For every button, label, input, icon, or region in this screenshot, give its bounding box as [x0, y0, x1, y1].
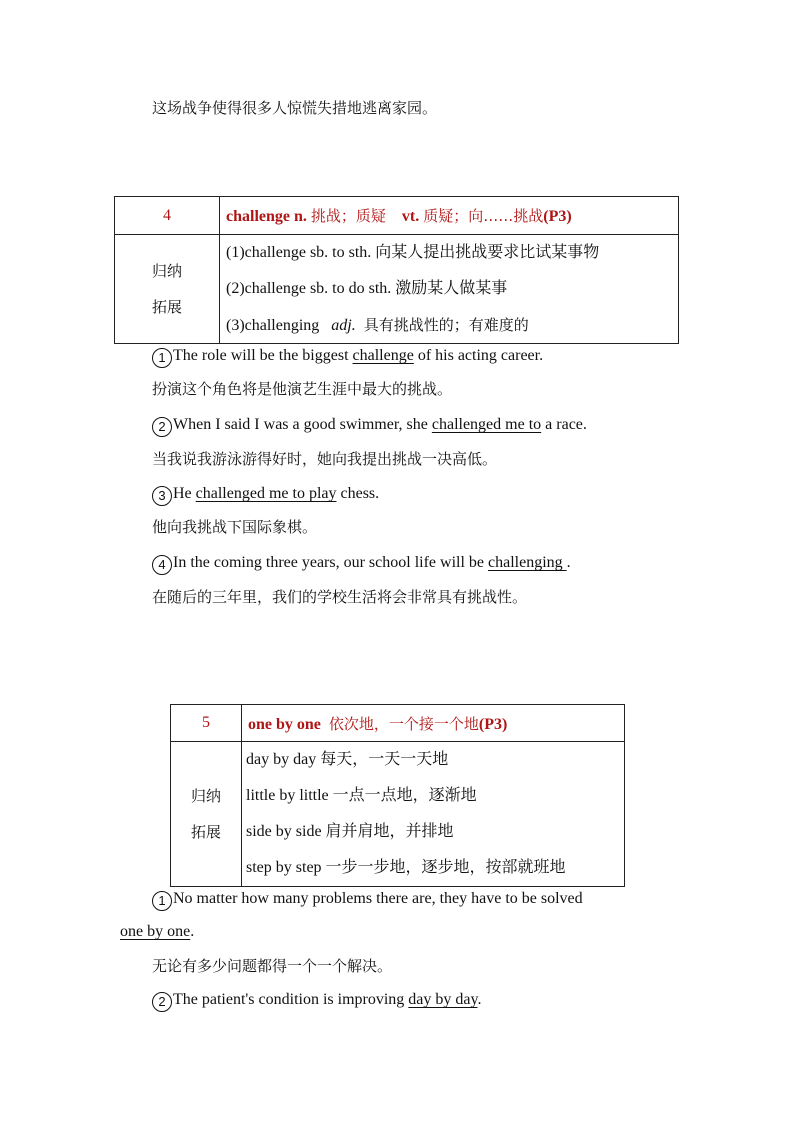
entry-4-example-2-cn: 当我说我游泳游得好时，她向我提出挑战一决高低。 [152, 450, 498, 468]
entry-4-item-3-cn: 具有挑战性的；有难度的 [363, 316, 529, 334]
entry-4-example-1-cn: 扮演这个角色将是他演艺生涯中最大的挑战。 [152, 380, 453, 398]
example-answer: day by day [408, 991, 478, 1008]
example-answer: challenged me to play [195, 485, 337, 502]
entry-4-pos2: vt. [401, 208, 420, 225]
entry-4-example-2 [152, 414, 587, 437]
entry-4-meaning2: 质疑；向……挑战 [423, 207, 544, 225]
entry-4-example-3-cn: 他向我挑战下国际象棋。 [152, 518, 318, 536]
entry-4-example-3 [152, 483, 379, 506]
entry-5-meaning: 依次地，一个接一个地 [328, 714, 479, 733]
example-number: 3 [152, 486, 172, 506]
example-text-after: of his acting career. [413, 347, 544, 364]
example-answer: challenged me to [431, 416, 542, 433]
example-answer: one by one [120, 923, 191, 940]
example-text: He [173, 485, 196, 502]
example-text: The role will be the biggest [173, 347, 353, 364]
entry-4-item-3 [226, 307, 672, 343]
entry-5-headword [242, 705, 625, 742]
entry-4-item-3-word: (3)challenging [226, 317, 320, 334]
example-number: 4 [152, 555, 172, 575]
example-text: The patient's condition is improving [173, 991, 409, 1008]
entry-4-item-3-pos: adj. [331, 317, 356, 334]
entry-4-item-2: (2)challenge sb. to do sth. 激励某人做某事 [226, 280, 508, 297]
entry-4-example-4-cn: 在随后的三年里，我们的学校生活将会非常具有挑战性。 [152, 588, 528, 606]
entry-5-example-1-cont [120, 921, 194, 943]
entry-4-example-4 [152, 552, 571, 575]
example-answer: challenge [352, 347, 414, 364]
intro-sentence: 这场战争使得很多人惊慌失措地逃离家园。 [152, 99, 438, 117]
example-text-after: . [477, 991, 482, 1008]
entry-4-headword [220, 197, 679, 235]
example-number: 2 [152, 417, 172, 437]
entry-4-meaning1: 挑战；质疑 [310, 207, 386, 225]
example-text-after: . [190, 923, 195, 940]
entry-5-label [171, 742, 242, 887]
entry-4-items [220, 235, 679, 344]
entry-5-number: 5 [171, 705, 242, 742]
entry-4-label [115, 235, 220, 344]
entry-5-phrase: one by one [248, 715, 321, 733]
entry-5-label-line2: 拓展 [190, 823, 221, 841]
example-text-after: a race. [541, 416, 587, 433]
example-number: 1 [152, 891, 172, 911]
example-text: In the coming three years, our school life will be [173, 554, 489, 571]
entry-5-label-line1: 归纳 [190, 787, 221, 805]
entry-4-label-line1: 归纳 [151, 262, 182, 280]
entry-5-example-2 [152, 989, 481, 1012]
entry-5-item-1: day by day 每天，一天一天地 [246, 751, 449, 768]
entry-4-label-line2: 拓展 [151, 298, 182, 316]
entry-4-item-1: (1)challenge sb. to sth. 向某人提出挑战要求比试某事物 [226, 244, 600, 261]
example-text-after: chess. [336, 485, 380, 502]
example-number: 2 [152, 992, 172, 1012]
entry-5-page-ref: (P3) [478, 715, 508, 733]
entry-5-item-2: little by little 一点一点地，逐渐地 [246, 787, 477, 804]
example-number: 1 [152, 348, 172, 368]
entry-5-items [242, 742, 625, 887]
entry-5-item-4: step by step 一步一步地，逐步地，按部就班地 [246, 859, 566, 876]
entry-5-table [170, 704, 625, 887]
example-text: When I said I was a good swimmer, she [173, 416, 432, 433]
entry-5-item-3: side by side 肩并肩地，并排地 [246, 823, 454, 840]
entry-5-example-1-cn: 无论有多少问题都得一个一个解决。 [152, 957, 393, 975]
entry-4-word: challenge n. [226, 208, 307, 225]
entry-5-example-1 [152, 888, 583, 911]
example-text: No matter how many problems there are, they have to be solved [173, 890, 583, 907]
entry-4-number: 4 [115, 197, 220, 235]
entry-4-table [114, 196, 679, 344]
example-answer: challenging [488, 554, 567, 571]
entry-4-page-ref: (P3) [543, 208, 572, 225]
entry-4-example-1 [152, 345, 543, 368]
example-text-after: . [566, 554, 571, 571]
